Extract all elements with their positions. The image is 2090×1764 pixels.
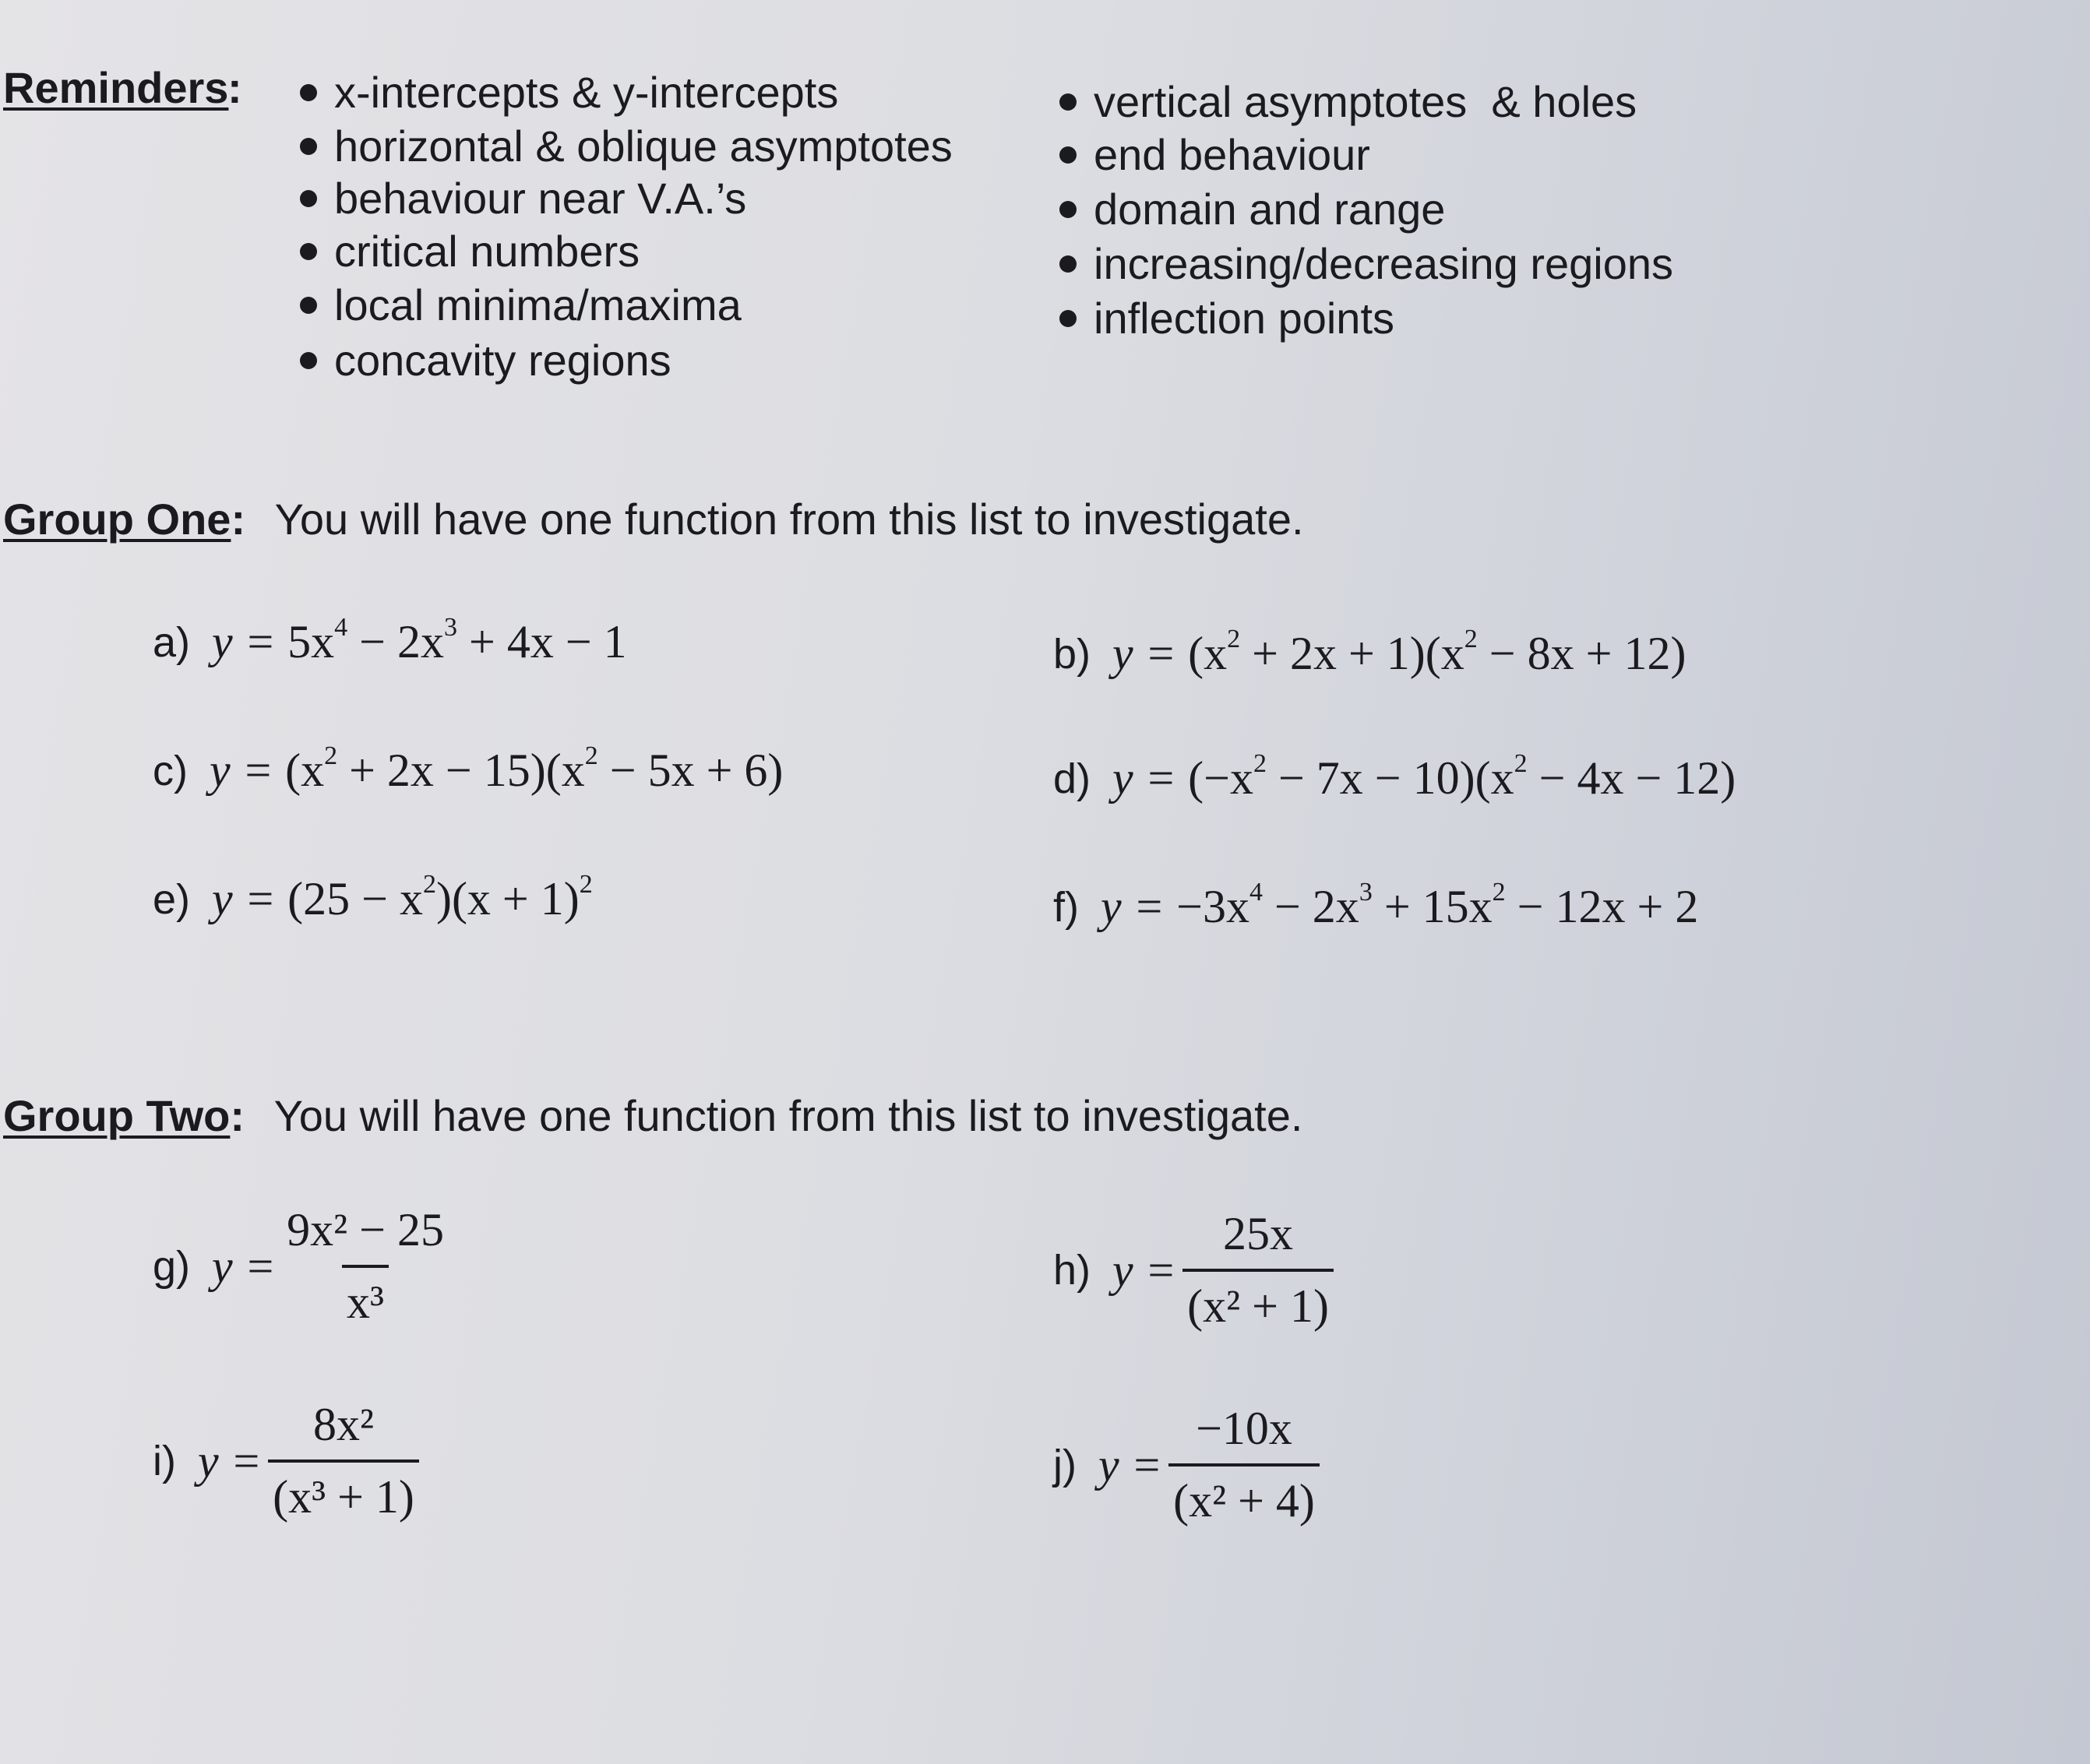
problem-e: e) $y = (25 - x^2)(x + 1)^2$ xyxy=(153,870,593,924)
bullet-icon xyxy=(300,84,317,101)
problem-c: c) $y = (x^2 + 2x - 15)(x^2 - 5x + 6)$ xyxy=(153,741,784,796)
group-one-header: Group One: You will have one function from this list to investigate. xyxy=(3,495,1304,544)
problem-b: b) $y = (x^2 + 2x + 1)(x^2 - 8x + 12)$ xyxy=(1053,625,1686,679)
denominator: (x² + 4) xyxy=(1168,1463,1320,1528)
reminder-left-6: concavity regions xyxy=(300,335,671,386)
problem-d: d) $y = (-x^2 - 7x - 10)(x^2 - 4x - 12)$ xyxy=(1053,749,1736,804)
bullet-icon xyxy=(300,243,317,260)
fraction-g xyxy=(282,1203,449,1329)
equation-j: y = xyxy=(1098,1438,1163,1491)
equation-i: y = xyxy=(197,1435,263,1487)
fraction-i xyxy=(268,1398,419,1524)
denominator: (x³ + 1) xyxy=(268,1459,419,1524)
problem-i: i) y = $\frac{\text{8x²}}{\text{(x³ + 1)}}$ xyxy=(153,1398,419,1524)
equation-a: $y = 5x^4 - 2x^3 + 4x - 1$ xyxy=(212,613,627,667)
reminder-right-2: end behaviour xyxy=(1059,129,1370,180)
equation-c: $y = (x^2 + 2x - 15)(x^2 - 5x + 6)$ xyxy=(209,741,784,796)
bullet-icon xyxy=(1059,255,1077,273)
reminder-left-5: local minima/maxima xyxy=(300,280,742,330)
equation-h: y = xyxy=(1112,1244,1177,1296)
fraction-j xyxy=(1168,1402,1320,1528)
bullet-icon xyxy=(300,138,317,155)
problem-a: a) $y = 5x^4 - 2x^3 + 4x - 1$ xyxy=(153,613,627,667)
problem-g: g) y = $\frac{\text{9x² − 25}}{\text{x³}}$ xyxy=(153,1203,449,1329)
equation-f: $y = -3x^4 - 2x^3 + 15x^2 - 12x + 2$ xyxy=(1101,878,1699,932)
bullet-icon xyxy=(300,352,317,369)
reminder-left-4: critical numbers xyxy=(300,226,640,276)
reminders-heading: Reminders xyxy=(3,63,229,112)
problem-h: h) y = $\frac{25x}{\text{(x² + 1)}}$ xyxy=(1053,1207,1334,1333)
reminder-right-3: domain and range xyxy=(1059,184,1445,234)
reminder-left-2: horizontal & oblique asymptotes xyxy=(300,121,953,171)
problem-j: j) y = $\frac{-10x}{\text{(x² + 4)}}$ xyxy=(1053,1402,1320,1528)
bullet-icon xyxy=(300,297,317,314)
reminders-colon: : xyxy=(227,63,242,112)
equation-g: y = xyxy=(212,1240,277,1292)
numerator: −10x xyxy=(1196,1403,1292,1454)
bullet-icon xyxy=(1059,146,1077,164)
bullet-icon xyxy=(300,190,317,207)
numerator: 25x xyxy=(1223,1208,1294,1259)
bullet-icon xyxy=(1059,201,1077,218)
reminder-left-3: behaviour near V.A.’s xyxy=(300,173,746,224)
group-two-header: Group Two: You will have one function from this list to investigate. xyxy=(3,1091,1303,1140)
numerator: 9x² − 25 xyxy=(287,1204,444,1255)
equation-d: $y = (-x^2 - 7x - 10)(x^2 - 4x - 12)$ xyxy=(1112,749,1736,804)
reminder-right-4: increasing/decreasing regions xyxy=(1059,238,1673,289)
numerator: 8x² xyxy=(313,1399,374,1450)
bullet-icon xyxy=(1059,310,1077,327)
equation-b: $y = (x^2 + 2x + 1)(x^2 - 8x + 12)$ xyxy=(1112,625,1686,679)
reminder-right-5: inflection points xyxy=(1059,293,1394,343)
problem-f: f) $y = -3x^4 - 2x^3 + 15x^2 - 12x + 2$ xyxy=(1053,878,1699,932)
reminder-left-1: x-intercepts & y-intercepts xyxy=(300,67,838,118)
reminder-right-1: vertical asymptotes & holes xyxy=(1059,76,1637,127)
fraction-h xyxy=(1182,1207,1334,1333)
equation-e: $y = (25 - x^2)(x + 1)^2$ xyxy=(212,870,593,924)
bullet-icon xyxy=(1059,93,1077,111)
denominator: (x² + 1) xyxy=(1182,1269,1334,1333)
denominator: x³ xyxy=(342,1265,389,1329)
